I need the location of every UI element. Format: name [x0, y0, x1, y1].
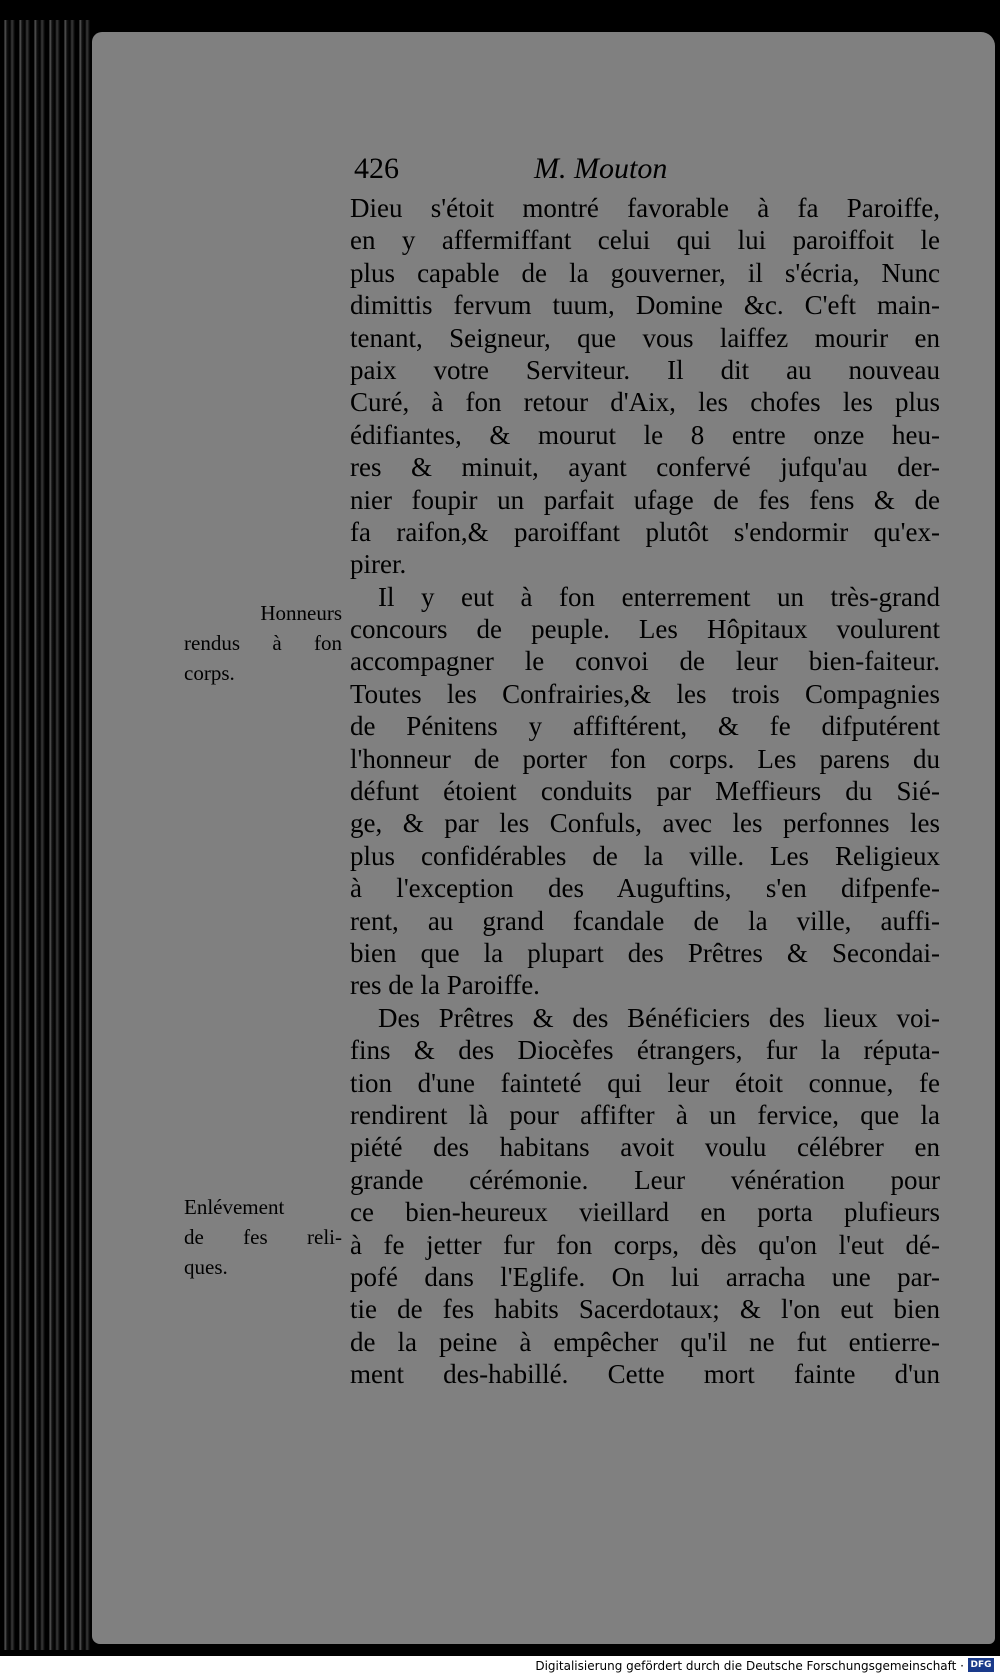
margin-note-line: corps. [184, 661, 235, 685]
running-head [354, 152, 744, 186]
text-line: plus confidérables de la ville. Les Religieux [350, 840, 940, 871]
margin-note-line: ques. [184, 1255, 228, 1279]
text-line: tenant, Seigneur, que vous laiffez mourir en [350, 322, 940, 353]
dfg-logo: DFG [968, 1658, 994, 1672]
text-line: grande cérémonie. Leur vénération pour [350, 1164, 940, 1195]
text-line: ment des-habillé. Cette mort fainte d'un [350, 1359, 940, 1390]
margin-note-line: rendus à fon [184, 631, 342, 655]
body-text [350, 192, 940, 1390]
text-line: pofé dans l'Eglife. On lui arracha une par- [350, 1261, 940, 1292]
text-line: accompagner le convoi de leur bien-faiteur. [350, 646, 940, 677]
header-title: M. Mouton [534, 152, 668, 185]
text-line: rendirent là pour affifter à un fervice, que la [350, 1099, 940, 1130]
margin-note-honneurs [184, 598, 342, 688]
text-line: Toutes les Confrairies,& les trois Compagnies [350, 678, 940, 709]
text-line: rent, au grand fcandale de la ville, auffi- [350, 905, 940, 936]
margin-note-line: Enlévement [184, 1195, 285, 1219]
text-line: Dieu s'étoit montré favorable à fa Paroiffe, [350, 193, 940, 223]
text-line: paix votre Serviteur. Il dit au nouveau [350, 354, 940, 385]
book-spine [0, 20, 92, 1650]
text-line: fins & des Diocèfes étrangers, fur la réputa- [350, 1035, 940, 1066]
text-line: à fe jetter fur fon corps, dès qu'on l'eut dé- [350, 1229, 940, 1260]
text-line: Curé, à fon retour d'Aix, les chofes les plus [350, 387, 940, 418]
text-line: plus capable de la gouverner, il s'écria, Nunc [350, 257, 940, 288]
text-line: res de la Paroiffe. [350, 970, 540, 1001]
text-line: l'honneur de porter fon corps. Les parens du [350, 743, 940, 774]
text-line: Des Prêtres & des Bénéficiers des lieux voi- [378, 1002, 940, 1033]
text-line: tion d'une fainteté qui leur étoit connue, fe [350, 1067, 940, 1098]
text-line: défunt étoient conduits par Meffieurs du Sié- [350, 776, 940, 807]
page-number: 426 [354, 152, 399, 185]
text-line: ge, & par les Confuls, avec les perfonnes les [350, 808, 940, 839]
text-line: fa raifon,& paroiffant plutôt s'endormir qu'ex- [350, 516, 940, 547]
text-line: Il y eut à fon enterrement un très-grand [378, 581, 940, 612]
margin-note-line: Honneurs [260, 601, 342, 625]
margin-note-line: de fes reli- [184, 1225, 342, 1249]
text-line: bien que la plupart des Prêtres & Secondai- [350, 937, 940, 968]
text-line: de la peine à empêcher qu'il ne fut entierre- [350, 1326, 940, 1357]
footer-credit: Digitalisierung gefördert durch die Deutsche Forschungsgemeinschaft · [535, 1659, 964, 1673]
text-line: nier foupir un parfait ufage de fes fens & de [350, 484, 940, 515]
text-line: ce bien-heureux vieillard en porta plufieurs [350, 1197, 940, 1228]
text-line: en y affermiffant celui qui lui paroiffoit le [350, 225, 940, 256]
text-line: pirer. [350, 549, 407, 580]
text-line: de Pénitens y affiftérent, & fe difputérent [350, 711, 940, 742]
text-line: dimittis fervum tuum, Domine &c. C'eft main- [350, 290, 940, 321]
margin-note-enlevement [184, 1192, 342, 1282]
text-line: concours de peuple. Les Hôpitaux voulurent [350, 614, 940, 645]
text-line: tie de fes habits Sacerdotaux; & l'on eut bien [350, 1294, 940, 1325]
text-line: piété des habitans avoit voulu célébrer en [350, 1132, 940, 1163]
text-line: à l'exception des Auguftins, s'en difpenfe- [350, 873, 940, 904]
text-line: édifiantes, & mourut le 8 entre onze heu- [350, 419, 940, 450]
text-line: res & minuit, ayant confervé jufqu'au der- [350, 452, 940, 483]
